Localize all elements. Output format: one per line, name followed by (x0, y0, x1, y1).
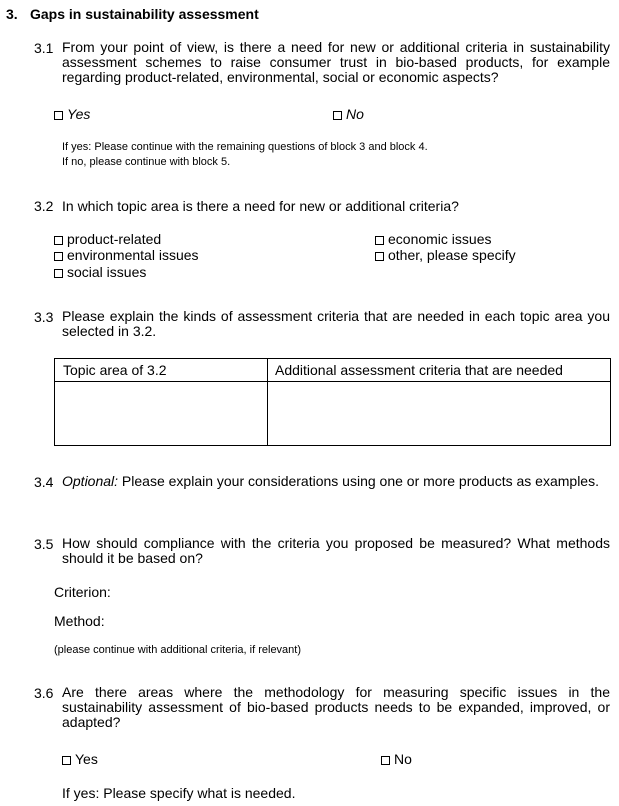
checkbox-icon[interactable] (375, 252, 384, 261)
followup-text: If yes: Please specify what is needed. (62, 785, 296, 801)
optional-label: Optional: (62, 473, 119, 489)
option-no[interactable] (381, 751, 412, 767)
option-yes[interactable] (62, 751, 98, 767)
question-body: Please explain your considerations using one or more products as examples. (118, 473, 599, 489)
checkbox-icon[interactable] (333, 111, 342, 120)
method-label: Method: (54, 613, 105, 629)
option-no[interactable] (333, 106, 364, 122)
checkbox-icon[interactable] (54, 236, 63, 245)
question-number: 3.2 (34, 198, 54, 214)
table-header-topic: Topic area of 3.2 (63, 362, 167, 378)
question-text: In which topic area is there a need for new or additional criteria? (62, 198, 459, 214)
option-label: No (346, 106, 364, 122)
option-label: Yes (75, 751, 98, 767)
option-label: economic issues (388, 231, 492, 247)
option-label: Yes (67, 106, 91, 122)
question-text: Please explain the kinds of assessment criteria that are needed in each topic area you selected in 3.2. (62, 308, 610, 339)
option-product-related[interactable] (54, 231, 161, 247)
option-economic[interactable] (375, 231, 492, 247)
section-title: Gaps in sustainability assessment (30, 6, 259, 22)
table-cell-criteria[interactable] (269, 382, 609, 444)
question-number: 3.6 (34, 685, 54, 701)
table-cell-topic[interactable] (56, 382, 266, 444)
checkbox-icon[interactable] (381, 756, 390, 765)
section-number: 3. (6, 6, 18, 22)
option-label: other, please specify (388, 247, 516, 263)
checkbox-icon[interactable] (54, 252, 63, 261)
option-label: No (394, 751, 412, 767)
option-label: environmental issues (67, 247, 199, 263)
question-text: How should compliance with the criteria you proposed be measured? What methods should it be based on? (62, 535, 610, 566)
instruction-note: If yes: Please continue with the remaining questions of block 3 and block 4. (62, 141, 428, 153)
question-number: 3.1 (34, 40, 54, 56)
option-label: social issues (67, 264, 147, 280)
table-column-divider (267, 359, 268, 445)
criterion-label: Criterion: (54, 584, 111, 600)
checkbox-icon[interactable] (54, 111, 63, 120)
instruction-note: If no, please continue with block 5. (62, 156, 231, 168)
checkbox-icon[interactable] (54, 269, 63, 278)
criteria-table (54, 358, 611, 446)
table-header-criteria: Additional assessment criteria that are needed (275, 362, 563, 378)
question-text: From your point of view, is there a need for new or additional criteria in sustainability assessment schemes to raise consumer trust in bio-based products, for example regarding product-related, environmental, social or economic aspects? (62, 39, 610, 85)
continue-note: (please continue with additional criteria, if relevant) (54, 644, 302, 656)
option-environmental[interactable] (54, 247, 199, 263)
question-number: 3.4 (34, 474, 54, 490)
question-number: 3.3 (34, 309, 54, 325)
question-number: 3.5 (34, 536, 54, 552)
question-text: Are there areas where the methodology for measuring specific issues in the sustainability assessment of bio-based products needs to be expanded, improved, or adapted? (62, 684, 610, 730)
checkbox-icon[interactable] (375, 236, 384, 245)
option-other[interactable] (375, 247, 516, 263)
checkbox-icon[interactable] (62, 756, 71, 765)
question-text (62, 474, 610, 489)
option-label: product-related (67, 231, 162, 247)
option-social[interactable] (54, 264, 146, 280)
option-yes[interactable] (54, 106, 90, 122)
